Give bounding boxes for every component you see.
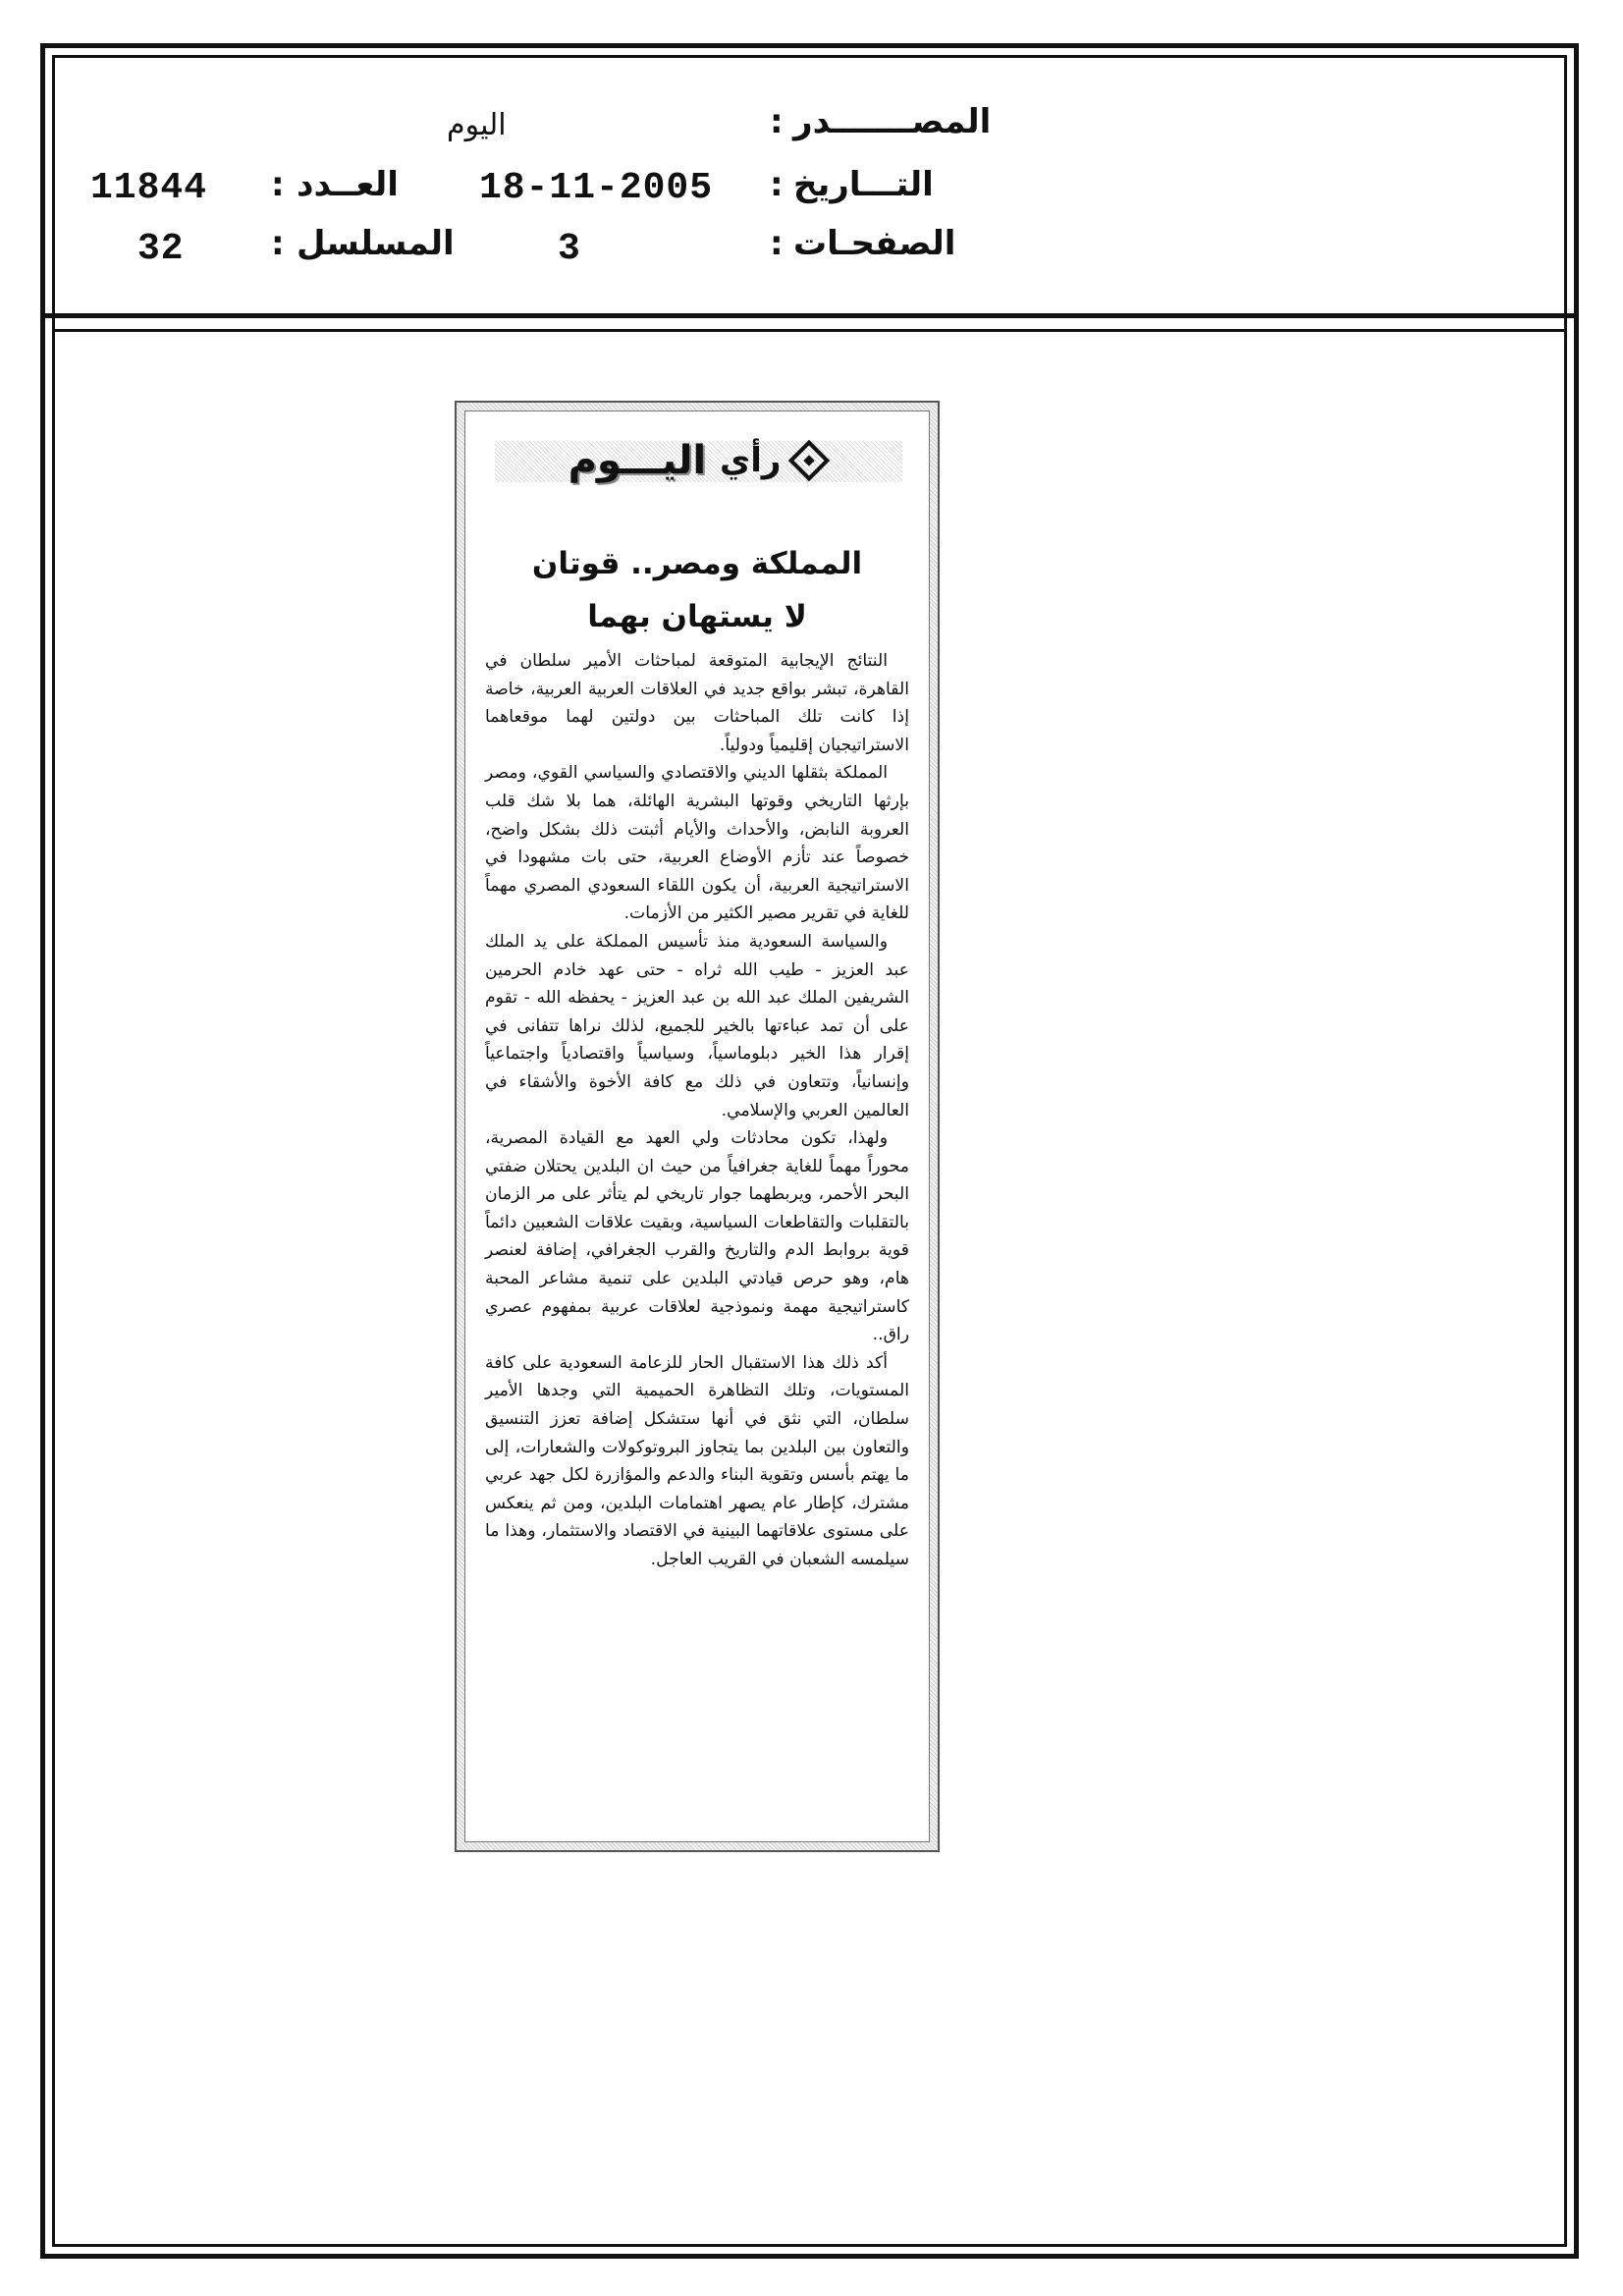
date-label: التـــاريخ <box>793 165 934 204</box>
paragraph: النتائج الإيجابية المتوقعة لمباحثات الأمير سلطان في القاهرة، تبشر بواقع جديد في العلاقات العربية العربية، خاصة إذا كانت تلك المباحثات بين دولتين لهما موقعاهما الاستراتيجيان إقليمياً ودولياً. <box>485 651 909 755</box>
issue-value: 11844 <box>90 167 208 209</box>
date-value: 18-11-2005 <box>479 167 714 209</box>
issue-colon: : <box>271 165 285 204</box>
serial-value: 32 <box>137 228 185 270</box>
pages-value: 3 <box>558 228 581 270</box>
pages-colon: : <box>770 224 784 263</box>
paragraph: ولهذا، تكون محادثات ولي العهد مع القيادة المصرية، محوراً مهماً للغاية جغرافياً من حيث ان البلدين يحتلان ضفتي البحر الأحمر، ويربطهما جوار تاريخي لم يتأثر على مر الزمان بالتقلبات والتقاطعات السياسية، وبقيت علاقات الشعبين دائماً قوية بروابط الدم والتاريخ والقرب الجغرافي، إضافة لعنصر هام، وهو حرص قيادتي البلدين على تنمية مشاعر المحبة كاستراتيجية مهمة ونموذجية لعلاقات عربية بمفهوم عصري راق.. <box>485 1128 909 1345</box>
source-label: المصـــــــدر <box>793 102 992 141</box>
masthead-label: رأي <box>720 441 782 480</box>
headline <box>475 537 919 643</box>
masthead <box>505 433 888 488</box>
paragraph: والسياسة السعودية منذ تأسيس المملكة على يد الملك عبد العزيز - طيب الله ثراه - حتى عهد خادم الحرمين الشريفين الملك عبد الله بن عبد العزيز - يحفظه الله - تقوم على أن تمد عباءتها بالخير للجميع، لذلك نراها تتفانى في إقرار هذا الخير دبلوماسياً، وسياسياً واقتصادياً واجتماعياً وإنسانياً، وتتعاون في ذلك مع كافة الأخوة والأشقاء في العالمين العربي والإسلامي. <box>485 931 909 1121</box>
serial-label: المسلسل <box>297 224 455 263</box>
header-divider <box>45 313 1574 318</box>
source-value: اليوم <box>447 108 507 142</box>
pages-label: الصفحـات <box>793 224 956 263</box>
serial-colon: : <box>271 224 285 263</box>
paragraph: أكد ذلك هذا الاستقبال الحار للزعامة السعودية على كافة المستويات، وتلك التظاهرة الحميمية التي وجدها الأمير سلطان، التي نثق في أنها ستشكل إضافة تعزز التنسيق والتعاون بين البلدين بما يتجاوز البروتوكولات والشعارات، إلى ما يهتم بأسس وتقوية البناء والدعم والمؤازرة لكل جهد عربي مشترك، كإطار عام يصهر اهتمامات البلدين، ومن ثم ينعكس على مستوى علاقاتهما البينية في الاقتصاد والاستثمار، وهذا ما سيلمسه الشعبان في القريب العاجل. <box>485 1352 909 1569</box>
source-colon: : <box>770 102 784 141</box>
issue-label: العــدد <box>297 165 399 204</box>
clipping-body <box>464 410 930 1842</box>
paragraph: المملكة بثقلها الديني والاقتصادي والسياسي القوي، ومصر بإرثها التاريخي وقوتها البشرية الهائلة، هما بلا شك قلب العروبة النابض، والأحداث والأيام أثبتت ذلك بشكل واضح، خصوصاً عند تأزم الأوضاع العربية، حتى بات مشهودا في الاستراتيجية العربية، أن يكون اللقاء السعودي المصري مهماً للغاية في تقرير مصير الكثير من الأزمات. <box>485 763 909 924</box>
article-body <box>485 647 909 1574</box>
header-divider-inner <box>55 329 1564 332</box>
headline-line-2: لا يستهان بهما <box>587 599 807 634</box>
headline-line-1: المملكة ومصر.. قوتان <box>531 546 863 581</box>
masthead-name: اليـــوم <box>568 438 707 483</box>
newspaper-clipping <box>455 401 940 1852</box>
date-colon: : <box>770 165 784 204</box>
diamond-icon <box>788 440 830 481</box>
